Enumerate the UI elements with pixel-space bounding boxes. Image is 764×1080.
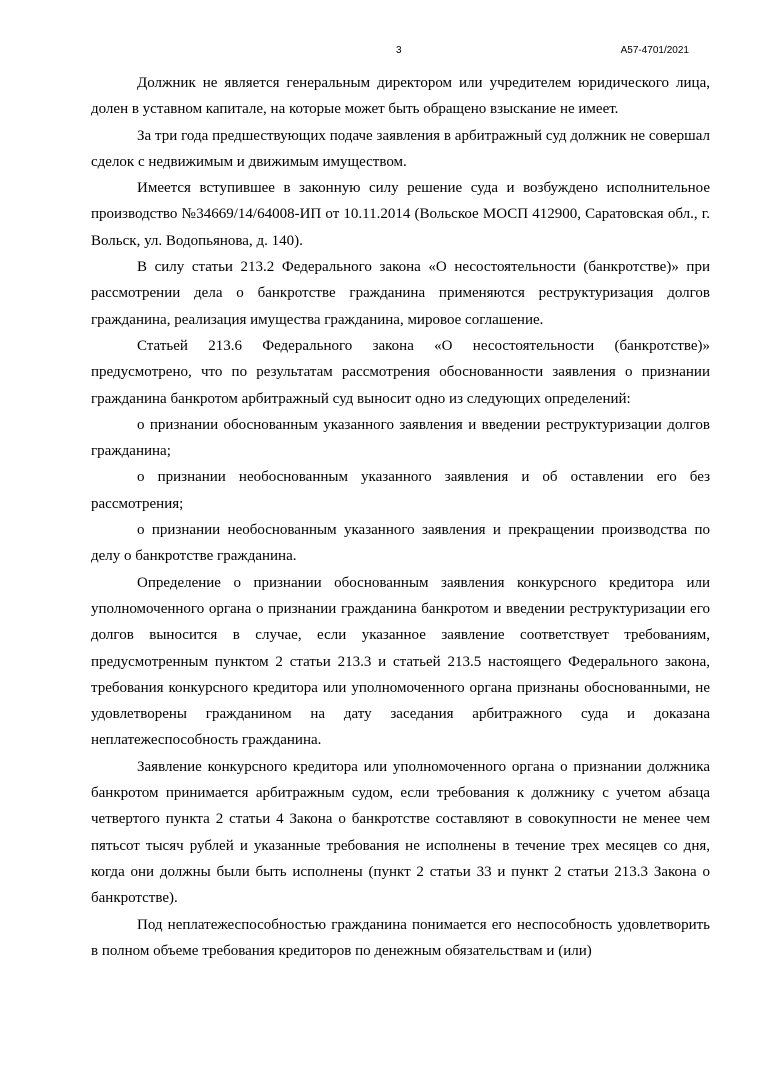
paragraph-no-transactions: За три года предшествующих подаче заявления в арбитражный суд должник не совершал сделок с недвижимым и движимым имуществом. — [91, 127, 710, 170]
paragraph-insolvency-definition: Под неплатежеспособностью гражданина понимается его неспособность удовлетворить в полном объеме требования кредиторов по денежным обязательствам и (или) — [91, 916, 710, 959]
document-body — [91, 70, 710, 964]
case-number: А57-4701/2021 — [620, 45, 689, 56]
paragraph-option-terminate: о признании необоснованным указанного заявления и прекращении производства по делу о банкротстве гражданина. — [91, 522, 710, 565]
paragraph-option-leave-unconsidered: о признании необоснованным указанного заявления и об оставлении его без рассмотрения; — [91, 469, 710, 512]
page-number: 3 — [396, 45, 402, 56]
paragraph-debtor-status: Должник не является генеральным директором или учредителем юридического лица, долен в уставном капитале, на которые может быть обращено взыскание не имеет. — [91, 75, 710, 118]
paragraph-article-213-2: В силу статьи 213.2 Федерального закона «О несостоятельности (банкротстве)» при рассмотрении дела о банкротстве гражданина применяются реструктуризация долгов гражданина, реализация имущества гражданина, мировое соглашение. — [91, 259, 710, 328]
paragraph-article-213-6: Статьей 213.6 Федерального закона «О несостоятельности (банкротстве)» предусмотрено, что по результатам рассмотрения обоснованности заявления о признании гражданина банкротом арбитражный суд выносит одно из следующих определений: — [91, 337, 710, 407]
paragraph-option-restructuring: о признании обоснованным указанного заявления и введении реструктуризации долгов гражданина; — [91, 416, 710, 460]
paragraph-claim-threshold: Заявление конкурсного кредитора или уполномоченного органа о признании должника банкротом принимается арбитражным судом, если требования к должнику с учетом абзаца четвертого пункта 2 статьи 4 Закона о банкротстве составляют в совокупности не менее чем пятьсот тысяч рублей и указанные требования не исполнены в течение трех месяцев со дня, когда они должны были быть исполнены (пункт 2 статьи 33 и пункт 2 статьи 213.3 Закона о банкротстве). — [91, 758, 710, 907]
paragraph-ruling-conditions: Определение о признании обоснованным заявления конкурсного кредитора или уполномоченного органа о признании гражданина банкротом и введении реструктуризации его долгов выносится в случае, если указанное заявление соответствует требованиям, предусмотренным пунктом 2 статьи 213.3 и статьей 213.5 настоящего Федерального закона, требования конкурсного кредитора или уполномоченного органа признаны обоснованными, не удовлетворены гражданином на дату заседания арбитражного суда и доказана неплатежеспособность гражданина. — [91, 574, 710, 749]
paragraph-enforcement-proceedings: Имеется вступившее в законную силу решение суда и возбуждено исполнительное производство №34669/14/64008-ИП от 10.11.2014 (Вольское МОСП 412900, Саратовская обл., г. Вольск, ул. Водопьянова, д. 140). — [91, 180, 710, 249]
